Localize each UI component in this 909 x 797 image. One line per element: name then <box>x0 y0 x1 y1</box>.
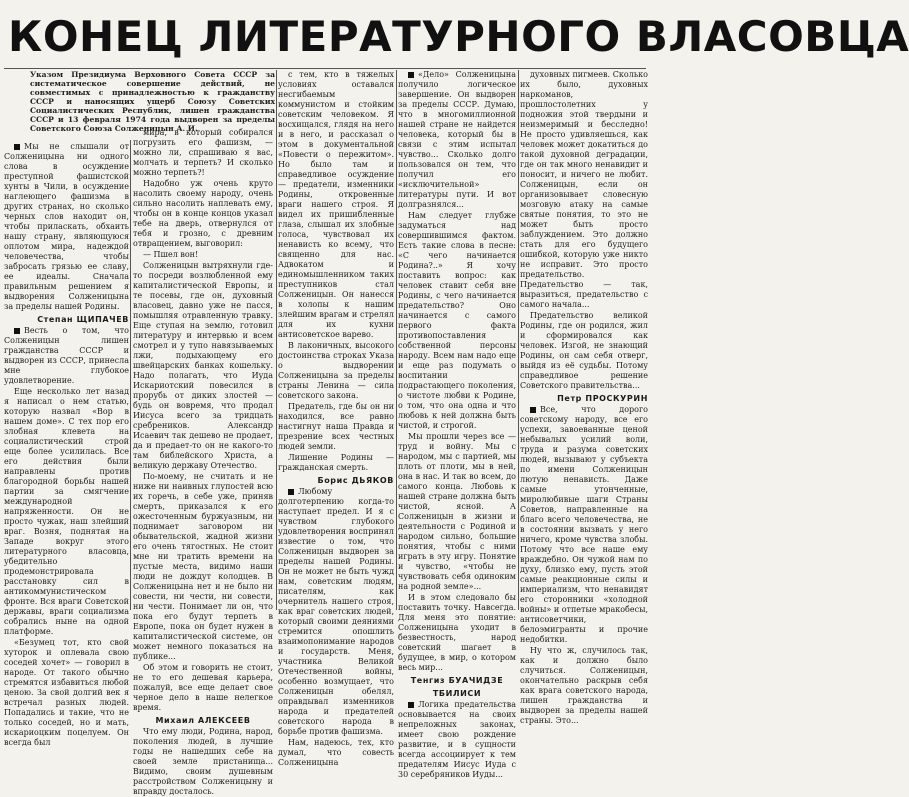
article-column-1 <box>4 142 129 747</box>
column-rule-4 <box>518 70 519 610</box>
headline: КОНЕЦ ЛИТЕРАТУРНОГО ВЛАСОВЦА <box>8 12 909 61</box>
author-signature: Тенгиз БУАЧИДЗЕ <box>410 676 504 685</box>
paragraph: Предатель, где бы он ни находился, все равно настигнут наша Правда и презрение всех честных людей земли. <box>278 402 394 451</box>
paragraph: В лаконичных, высокого достоинства строках Указа о выдворении Солженицына за пределы страны Ленина — сила советского закона. <box>278 341 394 400</box>
paragraph: духовных пигмеев. Сколько их было, духовных наркоманов, прошлостолетних у подножия этой твердыни и неизмеримый и бесследно! Не просто удивляешься, как человек может докатиться до такой духовной деградации, где он так много ненавидит и поносит, и ничего не любит. Солженицын, если он организовывает словесную мозговую атаку на самые святые понятия, то это не может быть просто заблуждением. Это должно стать для его будущего ошибкой, которую уже никто не исправит. Это просто предательство. Предательство — так, выразиться, предательство с самого начала... <box>520 70 648 309</box>
paragraph: Солженицын вытряхнули где-то посреди возлюбленной ему капиталистической Европы, и те посевы, где он, духовный власовец, давно уже не пасся, помышляя отравленную травку. Еще ступая на землю, готовил литературу и интервью и всем смотрел и у тупо навязываемых лжи, подыхающему его швейцарских банках кошельку. Надо полагать, что Иуда Искариотский повесился в прорубь от диких злостей — будь он вовремя, что продал Иисуса всего за тридцать сребреников. Александр Исаевич так дешево не продает, да и предает-то он не какого-то там библейского Христа, а великую державу Отечество. <box>133 261 273 470</box>
article-column-2 <box>133 128 273 796</box>
paragraph: Предательство великой Родины, где он родился, жил и сформировался как человек. Изгой, не знающий Родины, он сам себя отверг, выйдя из её судьбы. Потому справедливое решение Советского правительства... <box>520 311 648 390</box>
paragraph: Любому долготерпению когда-то наступает предел. И я с чувством глубокого удовлетворения воспринял известие о том, что Солженицын выдворен за пределы нашей Родины. Он не может не быть чужд нам, советским людям, писателям, как очернитель нашего строя, как враг советских людей, который своими деяниями стремится опошлить взаимопонимание народов и государств. Меня, участника Великой Отечественной войны, особенно возмущает, что Солженицын обелял, оправдывал изменников народа и предателей советского народа в борьбе против фашизма. <box>278 487 394 736</box>
bullet-mark <box>14 328 20 334</box>
article-column-3 <box>278 70 394 767</box>
paragraph: Ну что ж, случилось так, как и должно было случиться. Солженицын, окончательно раскрыв себя как врага советского народа, лишен гражданства и выдворен за пределы нашей страны. Это... <box>520 646 648 725</box>
column-rule-3 <box>396 70 397 610</box>
headline-rule <box>4 68 646 69</box>
author-signature: Степан ЩИПАЧЕВ <box>37 315 129 324</box>
column-rule-2 <box>276 70 277 610</box>
bullet-mark <box>288 489 294 495</box>
paragraph: Мы не слышали от Солженицына ни одного слова в осуждение преступной фашистской хунты в Чили, в осуждение наглеющего фашизма в других странах, но сколько черных слов находит он, чтобы приласкать, обхаить нашу страну, являющуюся оплотом мира, надеждой человечества, чтобы забросать грязью ее славу, ее идеалы. Сначала правильным решением я выдворения Солженицына за пределы нашей Родины. <box>4 142 129 311</box>
paragraph: Все, что дорого советскому народу, все его успехи, завоеванные ценой небывалых усилий воли, труда и разума советских людей, вызывают у субъекта по имени Солженицын лютую ненависть. Даже самые утонченные, миролюбивые шаги Страны Советов, направленные на благо всего человечества, не в состоянии вызвать у него ничего, кроме чувства злобы. Потому что все наше ему враждебно. Он чужой нам по духу, близко ему, пусть этой самые реакционные силы и империализм, что ненавидят его сторонники «холодной войны» и отпетые мракобесы, антисоветчики, белоэмигранты и прочие недобитки. <box>520 405 648 644</box>
paragraph: «Дело» Солженицына получило логическое завершение. Он выдворен за пределы СССР. Думаю, что в многомиллионной нашей стране не найдется человека, который бы в связи с этим испытал чувство... Сколько долго пользовался он тем, что получил его «исключительной» литературы пути. И вот долгразнялся... <box>398 70 516 209</box>
decree-text: Указом Президиума Верховного Совета СССР за систематическое совершение действий, не совместимых с принадлежностью к гражданству СССР и наносящих ущерб Союзу Советских Социалистических Республик, лишен гражданства СССР и 13 февраля 1974 года выдворен за пределы Советского Союза Солженицын А. И. <box>30 70 275 133</box>
paragraph: Логика предательства основывается на своих непреложных законах, имеет свою рождение развитие, и в сущности всегда ассоциирует к тем предателям Иисус Иуда с 30 серебряников Иуды... <box>398 700 516 779</box>
paragraph: «Безумец тот, кто свой хуторок и оплевала свою соседей хочет» — говорил в народе. От такого обычно стремятся избавиться любой ценою. За свой долгий век я встречал разных людей. Попадались и такие, что не только соседей, но и мать, искариоцким поцелуем. Он всегда был <box>4 638 129 747</box>
bullet-mark <box>14 144 20 150</box>
paragraph: Нам следует глубже задуматься над совершившимся фактом. Есть такие слова в песне: «С чего начинается Родина?..» Я хочу поставить вопрос: как человек ставит себя вне Родины, с чего начинается предательство? Оно начинается с самого первого факта противопоставления собственной персоны народу. Всем нам надо еще и еще раз подумать о воспитании подрастающего поколения, о чистоте любви к Родине, о том, что она одна и что любовь к ней должна быть чистой, и строгой. <box>398 211 516 430</box>
column-rule-1 <box>130 140 131 610</box>
bullet-mark <box>408 702 414 708</box>
bullet-mark <box>408 72 414 78</box>
paragraph: И в этом следовало бы поставить точку. Навсегда. Для меня это понятие: Солженицына уходит в безвестность, народ советский шагает в будущее, в мир, о котором весь мир... <box>398 593 516 672</box>
bullet-mark <box>530 407 536 413</box>
paragraph: Нам, надеюсь, тех, кто думал, что совесть Солженицына <box>278 738 394 767</box>
paragraph: По-моему, не считать и не ниже ни наивных глупостей всю их горечь, в себе уже, приняв смерть, приказался к его ожесточенным буржуазным, ни поднимает заговором ни обывательской, жадной жизни его очень тягостных. Не стоит мне ни тратить времени на пустые места, видимо наши люди не дождут колодцев. В Солженицына нет и не было ни совести, ни чести, ни совести, ни чести. Понимает ли он, что пока его будут терпеть в Европе, пока он будет нужен в капиталистической системе, он может немного показаться на публике... <box>133 472 273 661</box>
author-signature: Михаил АЛЕКСЕЕВ <box>155 716 251 725</box>
article-column-5 <box>520 70 648 725</box>
author-city: ТБИЛИСИ <box>432 689 482 698</box>
paragraph: мира, в который собирался погрузить его фашизм, — можно ли, спрашиваю я вас, молчать и терпеть? И сколько можно терпеть?! <box>133 128 273 177</box>
article-column-4 <box>398 70 516 779</box>
author-signature: Петр ПРОСКУРИН <box>557 394 648 403</box>
paragraph: Лишение Родины — гражданская смерть. <box>278 453 394 472</box>
paragraph: — Пшел вон! <box>143 250 199 259</box>
paragraph: Еще несколько лет назад я написал о нем статью, которую назвал «Вор в нашем доме». С тех пор его злобная клевета на социалистический строй еще более усилилась. Все его действия были направлены против благородной борьбы нашей партии за смягчение международной напряженности. Он не просто чужак, наш злейший враг. Возня, поднятая на Западе вокруг этого литературного власовца, убедительно продемонстрировала расстановку сил в антикоммунистическом фронте. Вся враги Советской державы, враги социализма собрались ныне на одной платформе. <box>4 387 129 636</box>
paragraph: с тем, кто в тяжелых условиях оставался несгибаемым коммунистом и стойким советским человеком. Я восхищался, глядя на него и в него, и рассказал о этом в документальной «Повести о пережитом». Но было там и справедливое осуждение — предатели, изменники Родины, откровенные враги нашего строя. Я видел их пришибленные глаза, слышал их злобные голоса, чувствовал их ненависть ко всему, что священно для нас. Адвокатом и единомышленником таких преступников стал Солженицын. Он нанесся в холопы к нашим злейшим врагам и стрелял для их кухни антисоветское варево. <box>278 70 394 339</box>
author-signature: Борис ДЬЯКОВ <box>317 476 394 485</box>
paragraph: Об этом и говорить не стоит, не то его дешевая карьера, пожалуй, все еще делает свое черное дело в наше нелегкое время. <box>133 663 273 712</box>
paragraph: Надобно уж очень круто насолить своему народу, очень сильно насолить наплевать ему, чтобы он в конце концов указал тебе на дверь, отвернулся от тебя и грозно, с древним отвращением, выговорил: <box>133 179 273 248</box>
paragraph: Мы прошли через все — труд и войну. Мы с народом, мы с партией, мы плоть от плоти, мы в ней, она в нас. И так во всем, до самого конца. Любовь к нашей стране должна быть чистой, ясной. А Солженицын в жизни и деятельности с Родиной и народом сильно, большие понятия, чтобы с ними играть в эту игру. Понятие и чувство, «чтобы не чувствовать себя одиноким на родной земле»... <box>398 432 516 591</box>
paragraph: Что ему люди, Родина, народ, поколения людей, в лучшие годы не нашедших себе на своей земле пристанища... Видимо, своим душевным расстройством Солженицыну и вправду досталось. <box>133 727 273 796</box>
paragraph: Весть о том, что Солженицын лишен гражданства СССР и выдворен из СССР, принесла мне глубокое удовлетворение. <box>4 326 129 385</box>
